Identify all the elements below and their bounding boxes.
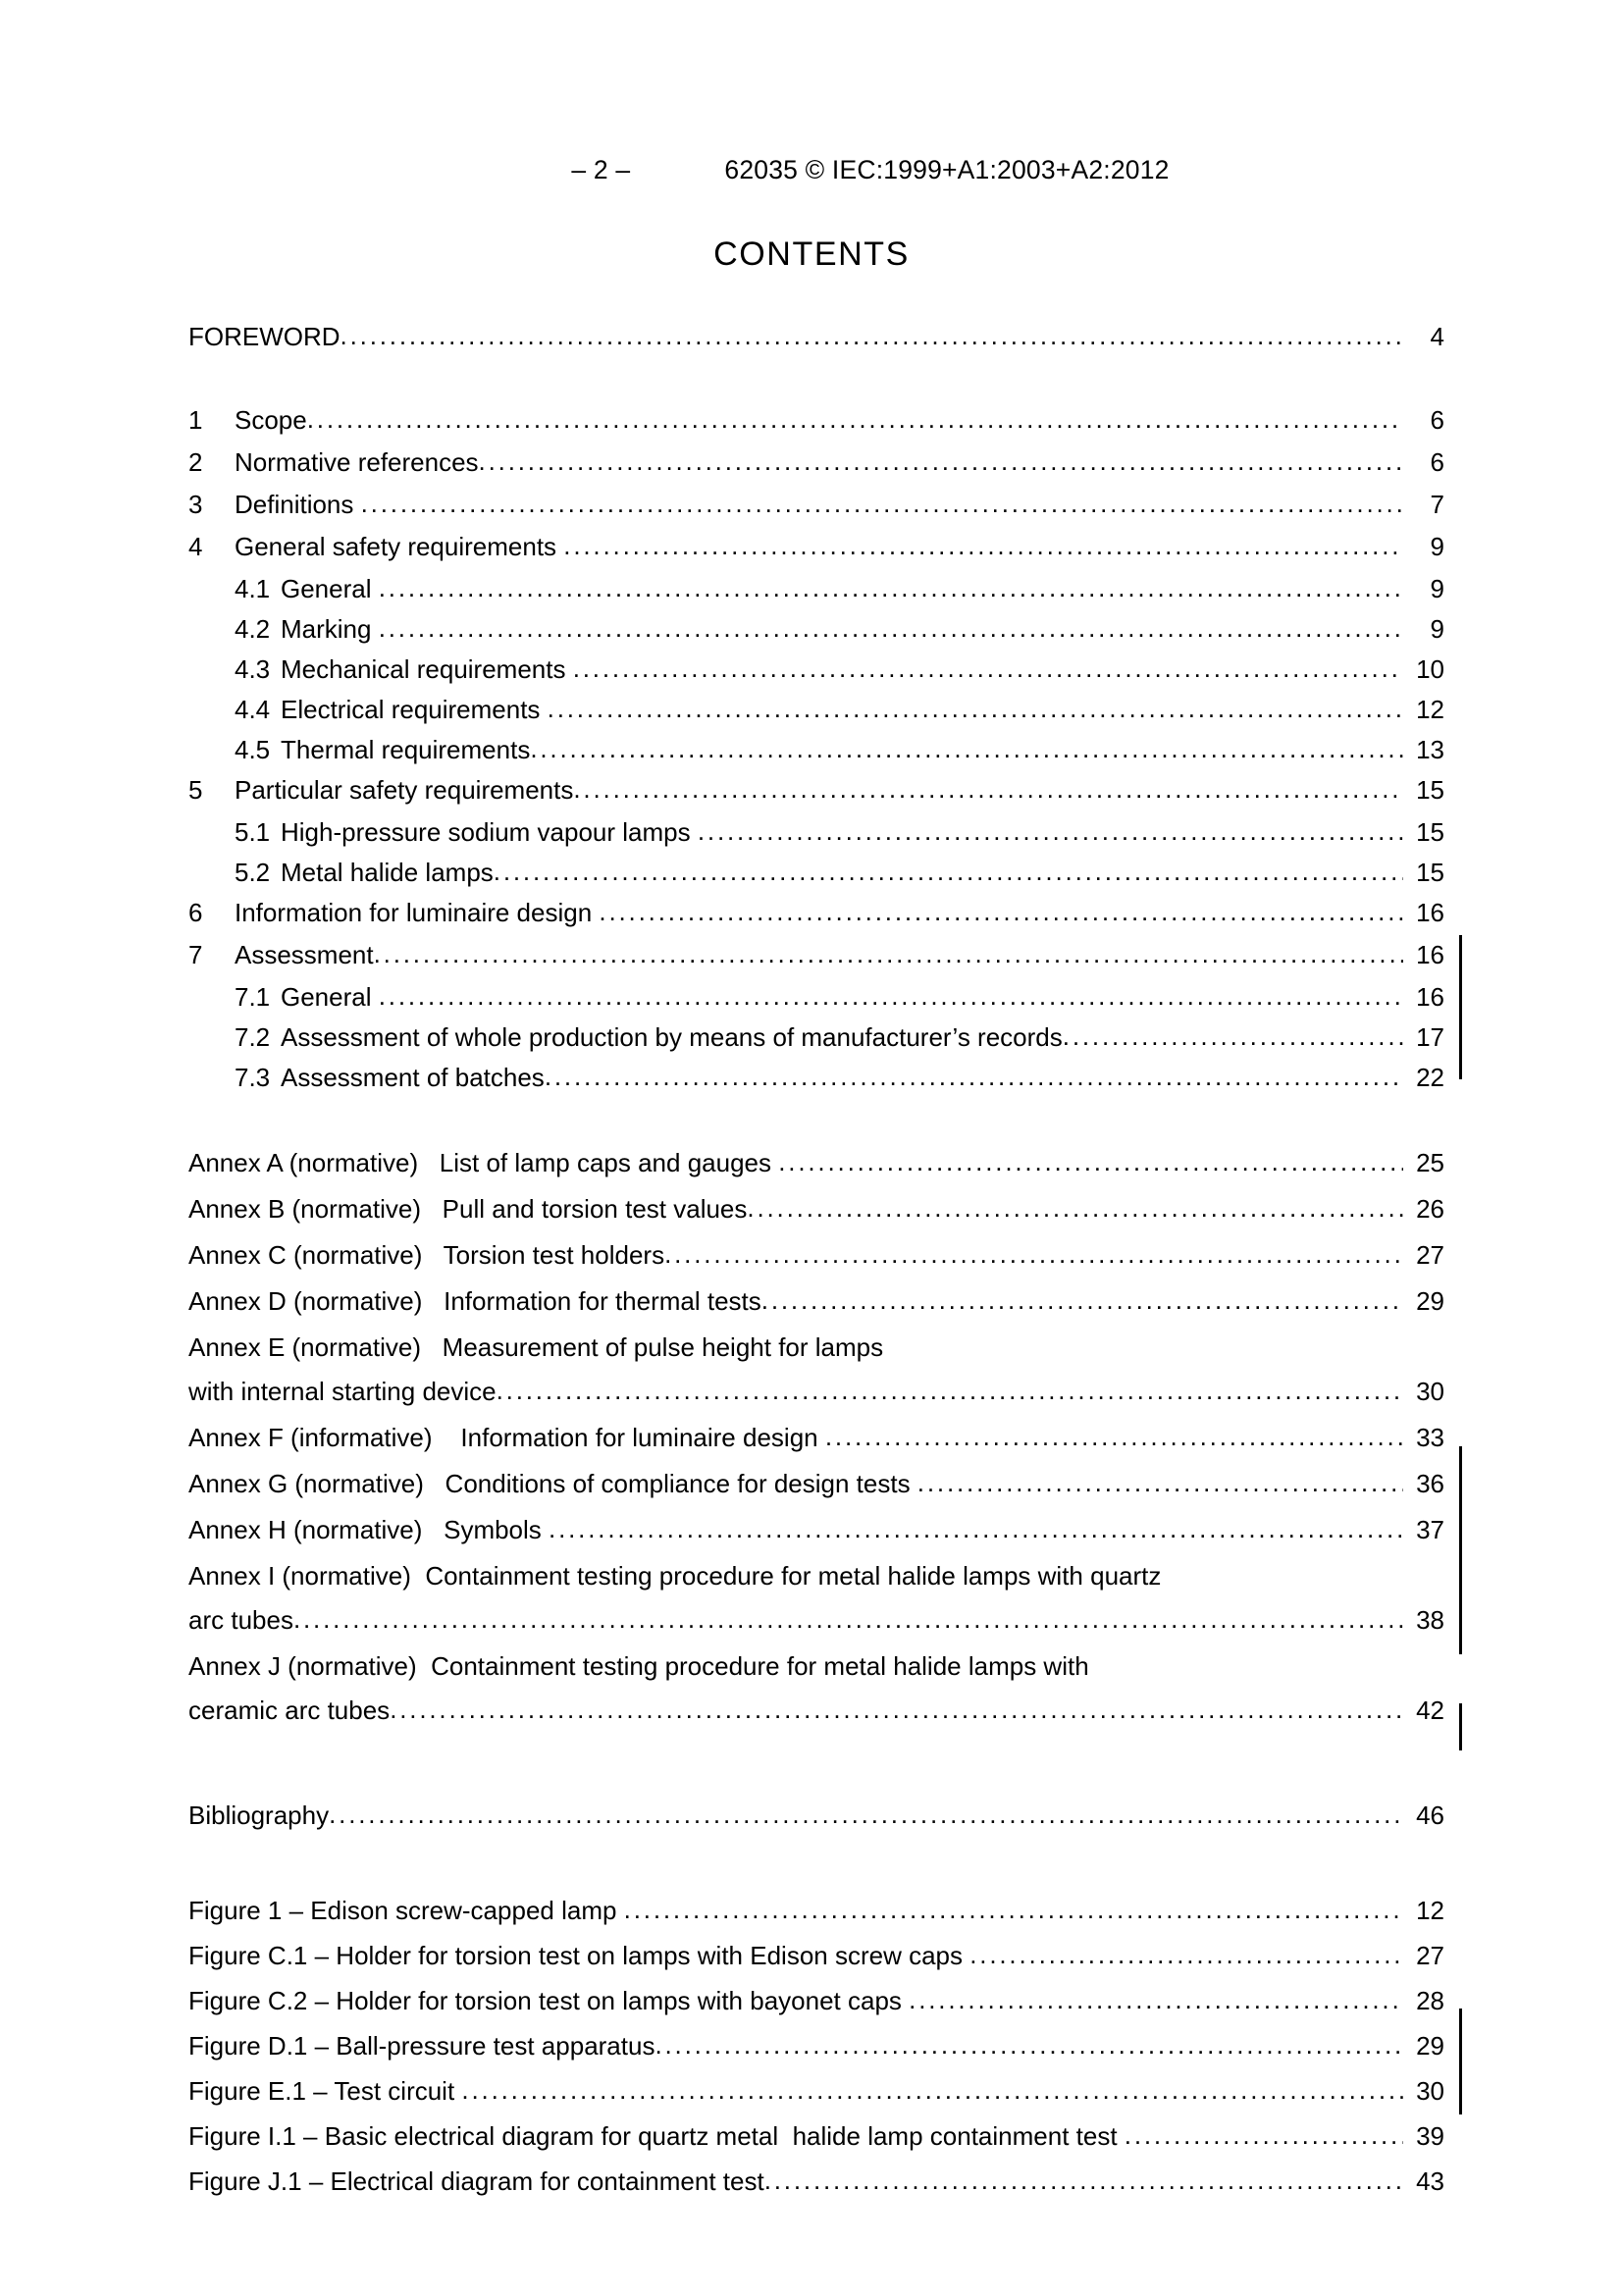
toc-page-number: 39 xyxy=(1416,2121,1444,2151)
toc-entry-annex[interactable] xyxy=(188,1196,1444,1242)
toc-entry-figure[interactable] xyxy=(188,1988,1444,2033)
toc-page-number: 15 xyxy=(1416,775,1444,805)
toc-entry-clause-4[interactable] xyxy=(188,534,1444,576)
dot-leader xyxy=(390,1696,1403,1722)
toc-entry-clause-7[interactable] xyxy=(188,942,1444,984)
spacer xyxy=(188,1849,1444,1898)
toc-label: Assessment xyxy=(235,940,374,969)
toc-label: Figure C.2 – Holder for torsion test on lamps with bayonet caps xyxy=(188,1986,910,2015)
toc-label: Assessment of whole production by means of manufacturer’s records xyxy=(281,1022,1063,1052)
toc-clause-number: 4.2 xyxy=(235,614,271,644)
toc-clause-number: 5.1 xyxy=(235,817,271,847)
toc-label: Information for thermal tests xyxy=(436,1286,761,1316)
toc-page-number: 16 xyxy=(1416,898,1444,927)
toc-entry-figure[interactable] xyxy=(188,2123,1444,2168)
toc-label: Figure I.1 – Basic electrical diagram for quartz metal halide lamp containment test xyxy=(188,2121,1125,2151)
dot-leader xyxy=(909,1987,1403,2012)
dot-leader xyxy=(549,1516,1403,1541)
toc-page-number: 36 xyxy=(1416,1469,1444,1498)
toc-label: Mechanical requirements xyxy=(281,654,573,684)
toc-page-number: 7 xyxy=(1430,490,1444,519)
toc-entry-annex[interactable] xyxy=(188,1425,1444,1471)
spacer xyxy=(188,1744,1444,1802)
dot-leader xyxy=(747,1195,1403,1221)
toc-entry-clause-4-2[interactable] xyxy=(188,616,1444,656)
spacer xyxy=(188,366,1444,407)
dot-leader xyxy=(825,1424,1403,1449)
toc-annex-prefix: Annex F (informative) xyxy=(188,1423,446,1452)
dot-leader xyxy=(530,736,1403,761)
toc-entry-clause-1[interactable] xyxy=(188,407,1444,449)
toc-entry-annex[interactable] xyxy=(188,1517,1444,1563)
dot-leader xyxy=(307,406,1403,432)
toc-page-number: 9 xyxy=(1430,532,1444,561)
toc-entry-annex[interactable] xyxy=(188,1288,1444,1334)
dot-leader xyxy=(969,1942,1403,1967)
toc-page-number: 6 xyxy=(1430,447,1444,477)
toc-clause-number: 4.5 xyxy=(235,735,271,764)
toc-page-number: 9 xyxy=(1430,574,1444,603)
change-bar xyxy=(1459,2009,1462,2114)
toc-label: Electrical requirements xyxy=(281,695,548,724)
dot-leader xyxy=(329,1801,1403,1827)
toc-page-number: 17 xyxy=(1416,1022,1444,1052)
toc-label: General xyxy=(281,982,379,1012)
dot-leader xyxy=(761,1287,1403,1313)
dot-leader xyxy=(698,818,1403,844)
toc-entry-annex-line1[interactable] xyxy=(188,1334,1444,1379)
toc-annex-prefix: Annex H (normative) xyxy=(188,1515,437,1544)
dot-leader xyxy=(361,491,1403,516)
toc-label: Pull and torsion test values xyxy=(435,1194,748,1224)
toc-entry-annex-line2[interactable] xyxy=(188,1607,1444,1653)
dot-leader xyxy=(293,1606,1403,1632)
toc-entry-clause-4-1[interactable] xyxy=(188,576,1444,616)
toc-page-number: 13 xyxy=(1416,735,1444,764)
dot-leader xyxy=(340,323,1403,348)
toc-page-number: 33 xyxy=(1416,1423,1444,1452)
toc-label: Containment testing procedure for metal halide lamps with xyxy=(431,1651,1089,1681)
toc-entry-clause-4-4[interactable] xyxy=(188,697,1444,737)
toc-annex-prefix: Annex J (normative) xyxy=(188,1651,432,1681)
toc-clause-number: 2 xyxy=(188,447,203,477)
standard-reference: 62035 © IEC:1999+A1:2003+A2:2012 xyxy=(724,155,1170,184)
toc-page-number: 29 xyxy=(1416,1286,1444,1316)
toc-label: High-pressure sodium vapour lamps xyxy=(281,817,698,847)
toc-page-number: 4 xyxy=(1430,322,1444,351)
toc-entry-clause-5[interactable] xyxy=(188,777,1444,819)
toc-annex-prefix: Annex G (normative) xyxy=(188,1469,439,1498)
toc-entry-annex[interactable] xyxy=(188,1471,1444,1517)
toc-entry-bibliography[interactable] xyxy=(188,1802,1444,1849)
change-bar xyxy=(1459,1446,1462,1654)
toc-label-continuation: with internal starting device xyxy=(188,1377,497,1406)
dot-leader xyxy=(548,696,1403,721)
toc-label: FOREWORD xyxy=(188,322,340,351)
page-title: CONTENTS xyxy=(713,235,910,273)
toc-annex-prefix: Annex C (normative) xyxy=(188,1240,437,1270)
toc-clause-number: 5 xyxy=(188,775,203,805)
toc-clause-number: 7 xyxy=(188,940,203,969)
toc-label: Metal halide lamps xyxy=(281,858,494,887)
toc-label: List of lamp caps and gauges xyxy=(432,1148,779,1177)
dot-leader xyxy=(917,1470,1403,1495)
toc-page-number: 12 xyxy=(1416,695,1444,724)
toc-label: Information for luminaire design xyxy=(235,898,600,927)
toc-entry-clause-3[interactable] xyxy=(188,492,1444,534)
toc-page-number: 37 xyxy=(1416,1515,1444,1544)
toc-page-number: 29 xyxy=(1416,2031,1444,2061)
toc-label: Particular safety requirements xyxy=(235,775,574,805)
toc-annex-prefix: Annex B (normative) xyxy=(188,1194,436,1224)
toc-entry-figure[interactable] xyxy=(188,1943,1444,1988)
toc-clause-number: 4.4 xyxy=(235,695,271,724)
dot-leader xyxy=(654,2032,1403,2058)
toc-label: General safety requirements xyxy=(235,532,564,561)
toc-page-number: 15 xyxy=(1416,858,1444,887)
dot-leader xyxy=(545,1064,1403,1089)
toc-label: Assessment of batches xyxy=(281,1063,545,1092)
dot-leader xyxy=(599,899,1403,924)
dot-leader xyxy=(379,983,1403,1009)
toc-page-number: 25 xyxy=(1416,1148,1444,1177)
toc-page-number: 15 xyxy=(1416,817,1444,847)
toc-entry-annex-line2[interactable] xyxy=(188,1697,1444,1744)
toc-label: Definitions xyxy=(235,490,361,519)
table-of-contents xyxy=(188,324,1444,2214)
dot-leader xyxy=(379,615,1403,641)
toc-page-number: 28 xyxy=(1416,1986,1444,2015)
toc-entry-clause-4-5[interactable] xyxy=(188,737,1444,777)
dot-leader xyxy=(778,1149,1403,1174)
toc-entry-figure[interactable] xyxy=(188,1898,1444,1943)
toc-annex-prefix: Annex D (normative) xyxy=(188,1286,437,1316)
toc-label: Symbols xyxy=(436,1515,550,1544)
dot-leader xyxy=(664,1241,1403,1267)
dot-leader xyxy=(497,1378,1403,1403)
spacer xyxy=(188,1105,1444,1150)
dot-leader xyxy=(573,655,1403,681)
toc-label-continuation: ceramic arc tubes xyxy=(188,1696,391,1725)
toc-label: Figure 1 – Edison screw-capped lamp xyxy=(188,1896,624,1925)
toc-label: Marking xyxy=(281,614,379,644)
dot-leader xyxy=(379,575,1403,600)
toc-clause-number: 4.1 xyxy=(235,574,271,603)
toc-annex-prefix: Annex I (normative) xyxy=(188,1561,426,1591)
toc-entry-annex[interactable] xyxy=(188,1242,1444,1288)
toc-label: Measurement of pulse height for lamps xyxy=(442,1332,884,1362)
toc-label: Figure J.1 – Electrical diagram for containment test xyxy=(188,2166,764,2196)
toc-label: General xyxy=(281,574,379,603)
toc-page-number: 46 xyxy=(1416,1800,1444,1830)
toc-page-number: 27 xyxy=(1416,1240,1444,1270)
toc-label: Figure D.1 – Ball-pressure test apparatus xyxy=(188,2031,655,2061)
change-bar xyxy=(1459,935,1462,1079)
toc-entry-annex-line1[interactable] xyxy=(188,1563,1444,1607)
toc-clause-number: 7.2 xyxy=(235,1022,271,1052)
toc-label: Torsion test holders xyxy=(436,1240,665,1270)
toc-label-continuation: arc tubes xyxy=(188,1605,293,1635)
dot-leader xyxy=(461,2077,1403,2103)
toc-page-number: 12 xyxy=(1416,1896,1444,1925)
toc-entry-clause-5-2[interactable] xyxy=(188,860,1444,900)
toc-label: Bibliography xyxy=(188,1800,330,1830)
toc-figures xyxy=(188,1898,1444,2214)
toc-clause-number: 3 xyxy=(188,490,203,519)
toc-label: Thermal requirements xyxy=(281,735,531,764)
toc-page-number: 22 xyxy=(1416,1063,1444,1092)
toc-clause-number: 4 xyxy=(188,532,203,561)
toc-entry-clause-7-2[interactable] xyxy=(188,1024,1444,1065)
toc-page-number: 9 xyxy=(1430,614,1444,644)
toc-clause-number: 4.3 xyxy=(235,654,271,684)
toc-page-number: 38 xyxy=(1416,1605,1444,1635)
toc-label: Figure C.1 – Holder for torsion test on lamps with Edison screw caps xyxy=(188,1941,970,1970)
dot-leader xyxy=(494,859,1403,884)
toc-annex-prefix: Annex A (normative) xyxy=(188,1148,433,1177)
dot-leader xyxy=(624,1897,1403,1922)
page-folio: – 2 – xyxy=(571,155,631,184)
toc-label: Figure E.1 – Test circuit xyxy=(188,2076,462,2106)
toc-entry-clause-7-1[interactable] xyxy=(188,984,1444,1024)
toc-entry-figure[interactable] xyxy=(188,2078,1444,2123)
toc-page-number: 30 xyxy=(1416,2076,1444,2106)
toc-entry-annex-line2[interactable] xyxy=(188,1379,1444,1425)
toc-entry-clause-4-3[interactable] xyxy=(188,656,1444,697)
toc-page-number: 42 xyxy=(1416,1696,1444,1725)
dot-leader xyxy=(1063,1023,1403,1049)
dot-leader xyxy=(479,448,1403,474)
toc-entry-foreword[interactable] xyxy=(188,324,1444,366)
toc-clause-number: 7.3 xyxy=(235,1063,271,1092)
toc-entry-figure[interactable] xyxy=(188,2033,1444,2078)
change-bar xyxy=(1459,1703,1462,1750)
toc-entry-clause-7-3[interactable] xyxy=(188,1065,1444,1105)
toc-page-number: 26 xyxy=(1416,1194,1444,1224)
toc-entry-clause-5-1[interactable] xyxy=(188,819,1444,860)
toc-label: Scope xyxy=(235,405,307,435)
toc-entry-clause-2[interactable] xyxy=(188,449,1444,492)
toc-page-number: 27 xyxy=(1416,1941,1444,1970)
dot-leader xyxy=(1125,2122,1403,2148)
dot-leader xyxy=(374,941,1403,966)
toc-annex-prefix: Annex E (normative) xyxy=(188,1332,443,1362)
toc-clause-number: 6 xyxy=(188,898,203,927)
toc-label: Normative references xyxy=(235,447,479,477)
toc-page-number: 30 xyxy=(1416,1377,1444,1406)
dot-leader xyxy=(573,776,1403,802)
toc-page-number: 16 xyxy=(1416,940,1444,969)
toc-label: Conditions of compliance for design tests xyxy=(438,1469,917,1498)
toc-page-number: 16 xyxy=(1416,982,1444,1012)
toc-label: Containment testing procedure for metal halide lamps with quartz xyxy=(425,1561,1162,1591)
toc-page-number: 43 xyxy=(1416,2166,1444,2196)
toc-page-number: 10 xyxy=(1416,654,1444,684)
dot-leader xyxy=(563,533,1403,558)
toc-entry-annex[interactable] xyxy=(188,1150,1444,1196)
toc-page-number: 6 xyxy=(1430,405,1444,435)
toc-entry-clause-6[interactable] xyxy=(188,900,1444,942)
toc-sections xyxy=(188,407,1444,1105)
toc-clause-number: 1 xyxy=(188,405,203,435)
toc-clause-number: 5.2 xyxy=(235,858,271,887)
toc-label: Information for luminaire design xyxy=(445,1423,825,1452)
toc-entry-figure[interactable] xyxy=(188,2168,1444,2214)
toc-clause-number: 7.1 xyxy=(235,982,271,1012)
dot-leader xyxy=(764,2167,1403,2193)
toc-annexes xyxy=(188,1150,1444,1744)
page-header xyxy=(0,155,1623,190)
toc-entry-annex-line1[interactable] xyxy=(188,1653,1444,1697)
